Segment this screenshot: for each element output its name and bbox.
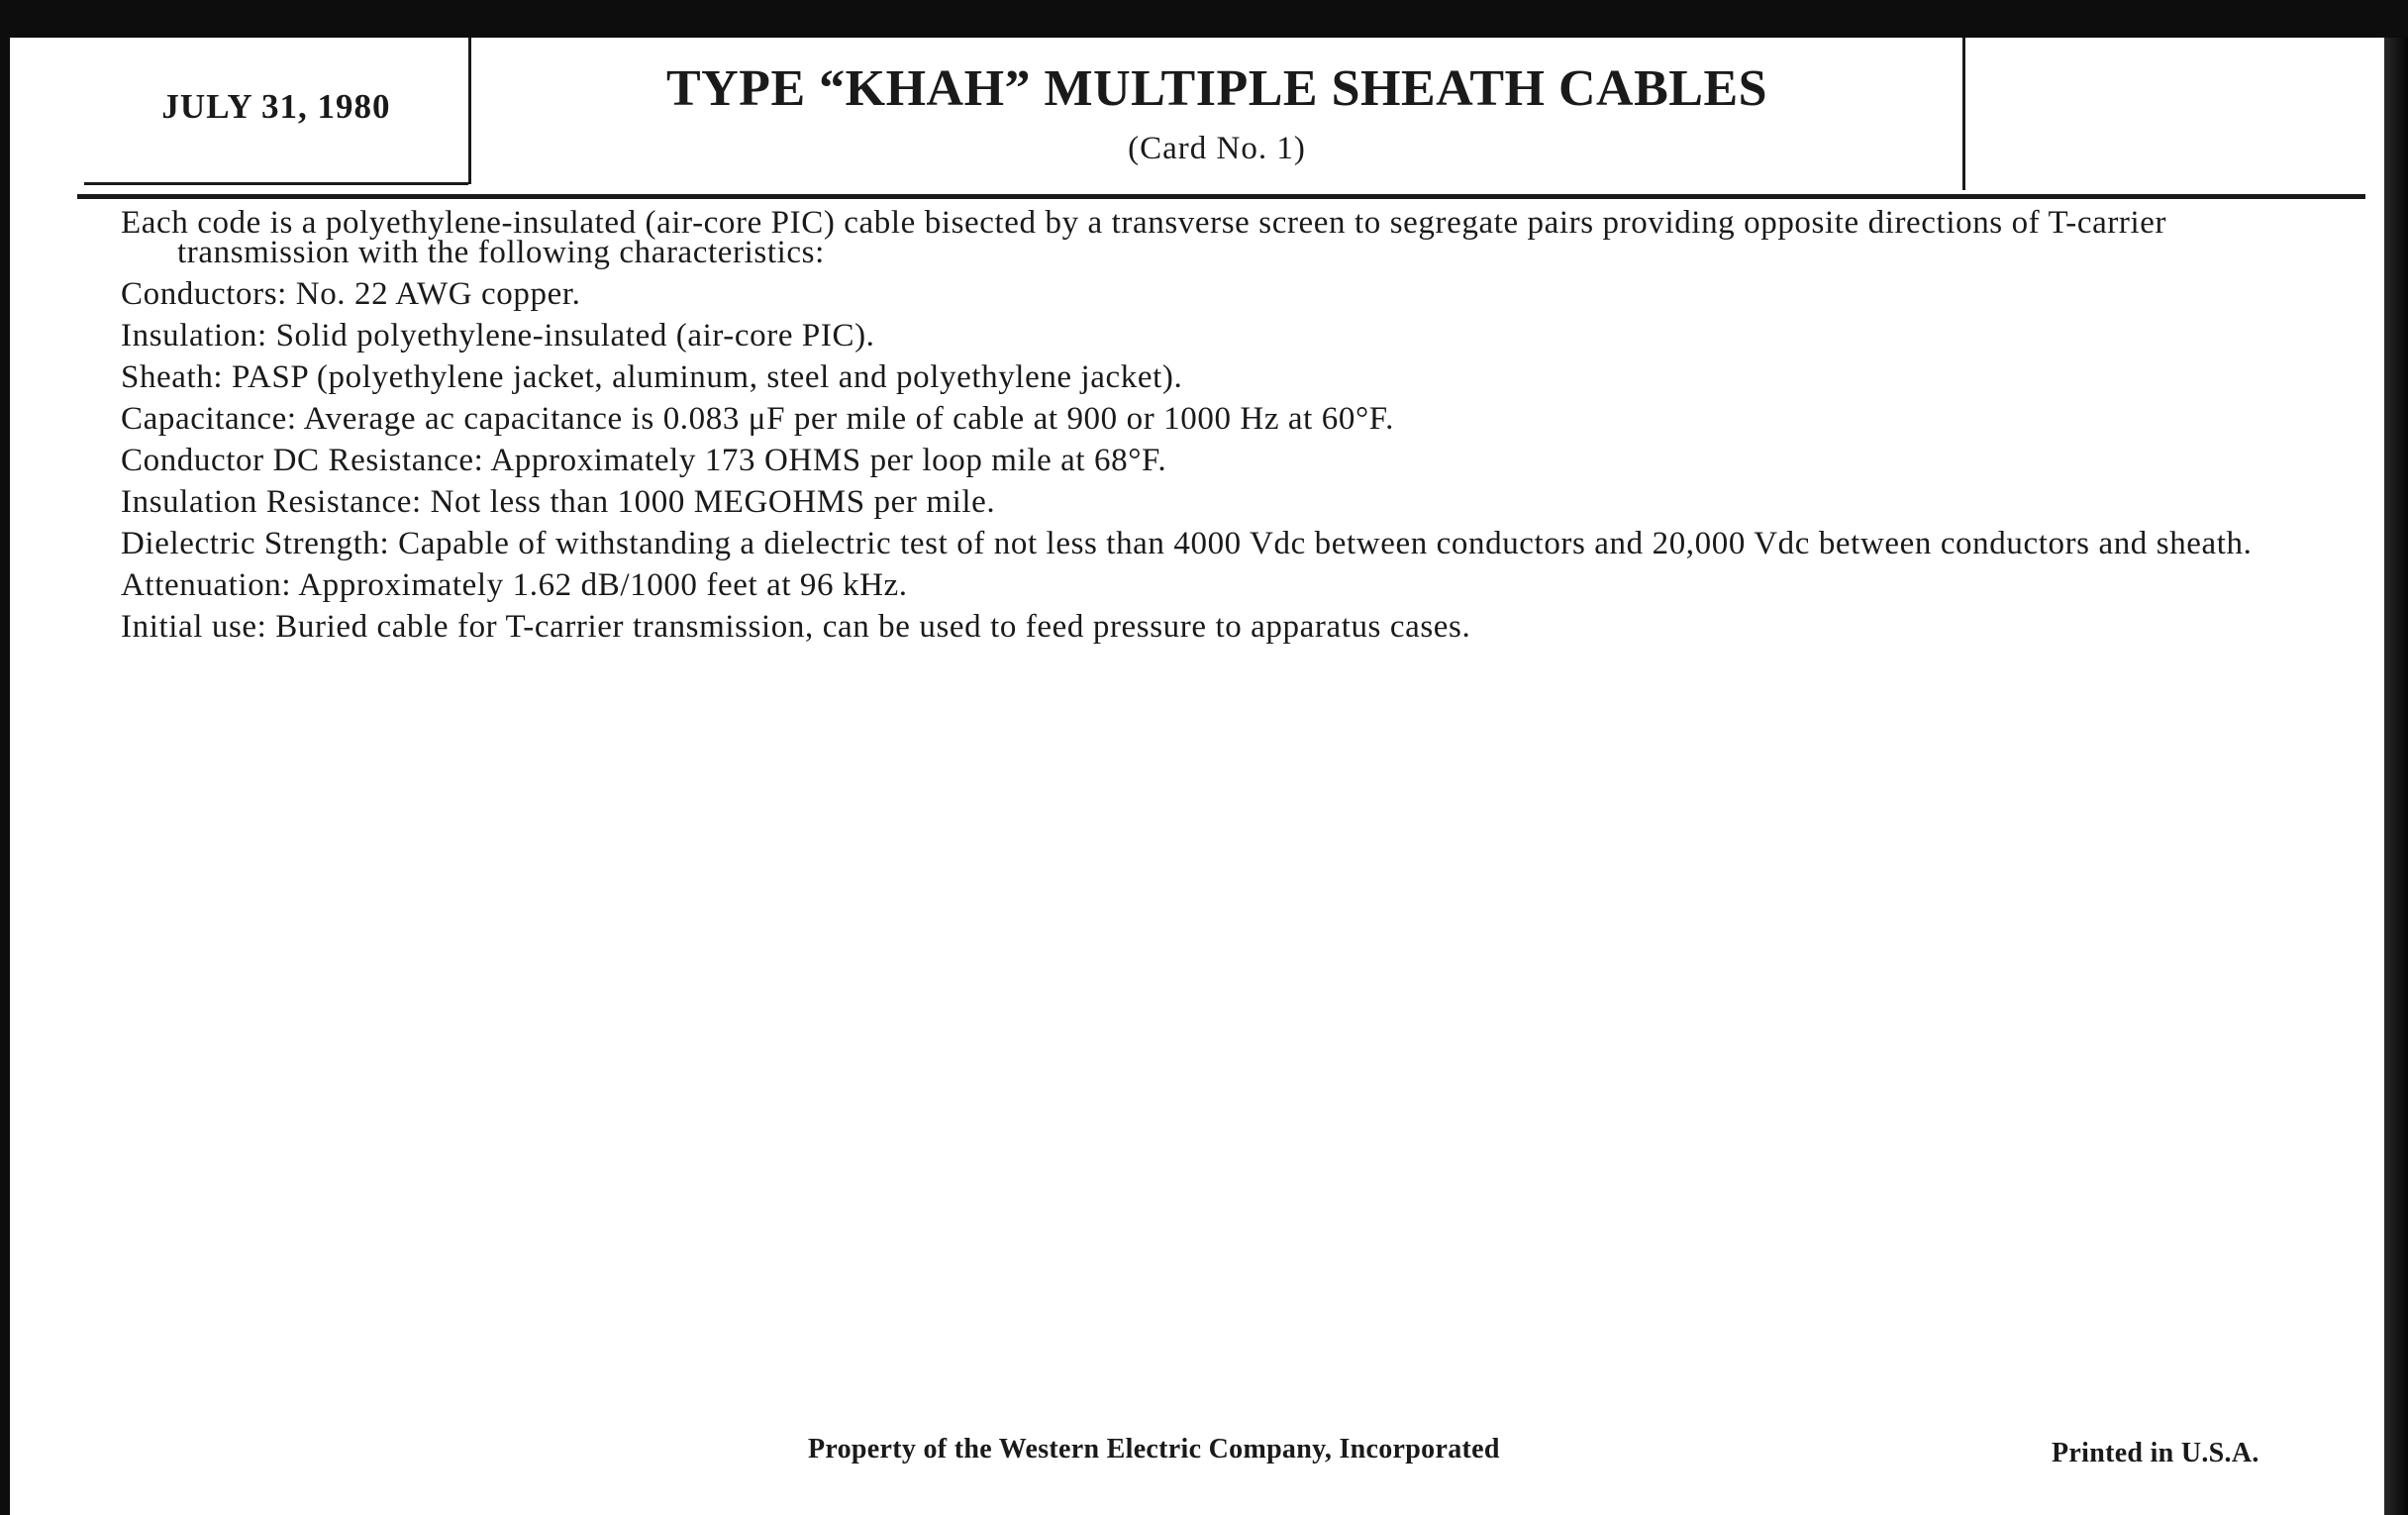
- header-rule: [77, 194, 2365, 199]
- spec-conductors: Conductors: No. 22 AWG copper.: [121, 276, 581, 312]
- spec-sheath: Sheath: PASP (polyethylene jacket, aluminum, steel and polyethylene jacket).: [121, 359, 1183, 395]
- spec-capacitance: Capacitance: Average ac capacitance is 0.083 μF per mile of cable at 900 or 1000 Hz at 60°F.: [121, 401, 1394, 437]
- printed-notice: Printed in U.S.A.: [2052, 1438, 2259, 1468]
- spec-dc-resistance: Conductor DC Resistance: Approximately 173 OHMS per loop mile at 68°F.: [121, 443, 1167, 478]
- intro-paragraph: Each code is a polyethylene-insulated (air-core PIC) cable bisected by a transverse screen to segregate pairs providing opposite directions of T-carrier transmission with the following characteristics:: [121, 205, 2167, 270]
- card-header: [74, 38, 2365, 190]
- spec-insulation-resistance: Insulation Resistance: Not less than 1000 MEGOHMS per mile.: [121, 484, 996, 520]
- scan-edge-shadow: [2384, 38, 2408, 1515]
- property-notice: Property of the Western Electric Company, Incorporated: [808, 1434, 1500, 1464]
- card-date: JULY 31, 1980: [161, 87, 391, 126]
- card-body: [121, 204, 2319, 654]
- spec-initial-use: Initial use: Buried cable for T-carrier transmission, can be used to feed pressure to apparatus cases.: [121, 609, 1471, 645]
- date-underline: [84, 182, 468, 185]
- header-divider-right: [1962, 38, 1965, 190]
- cable-spec-card: [10, 38, 2394, 1515]
- card-number: (Card No. 1): [1128, 131, 1306, 166]
- spec-dielectric-strength: Dielectric Strength: Capable of withstanding a dielectric test of not less than 4000 Vdc between conductors and 20,000 Vdc between conductors and sheath.: [121, 526, 2253, 561]
- spec-attenuation: Attenuation: Approximately 1.62 dB/1000 feet at 96 kHz.: [121, 567, 908, 603]
- spec-insulation: Insulation: Solid polyethylene-insulated (air-core PIC).: [121, 318, 875, 354]
- card-title: TYPE “KHAH” MULTIPLE SHEATH CABLES: [665, 60, 1768, 117]
